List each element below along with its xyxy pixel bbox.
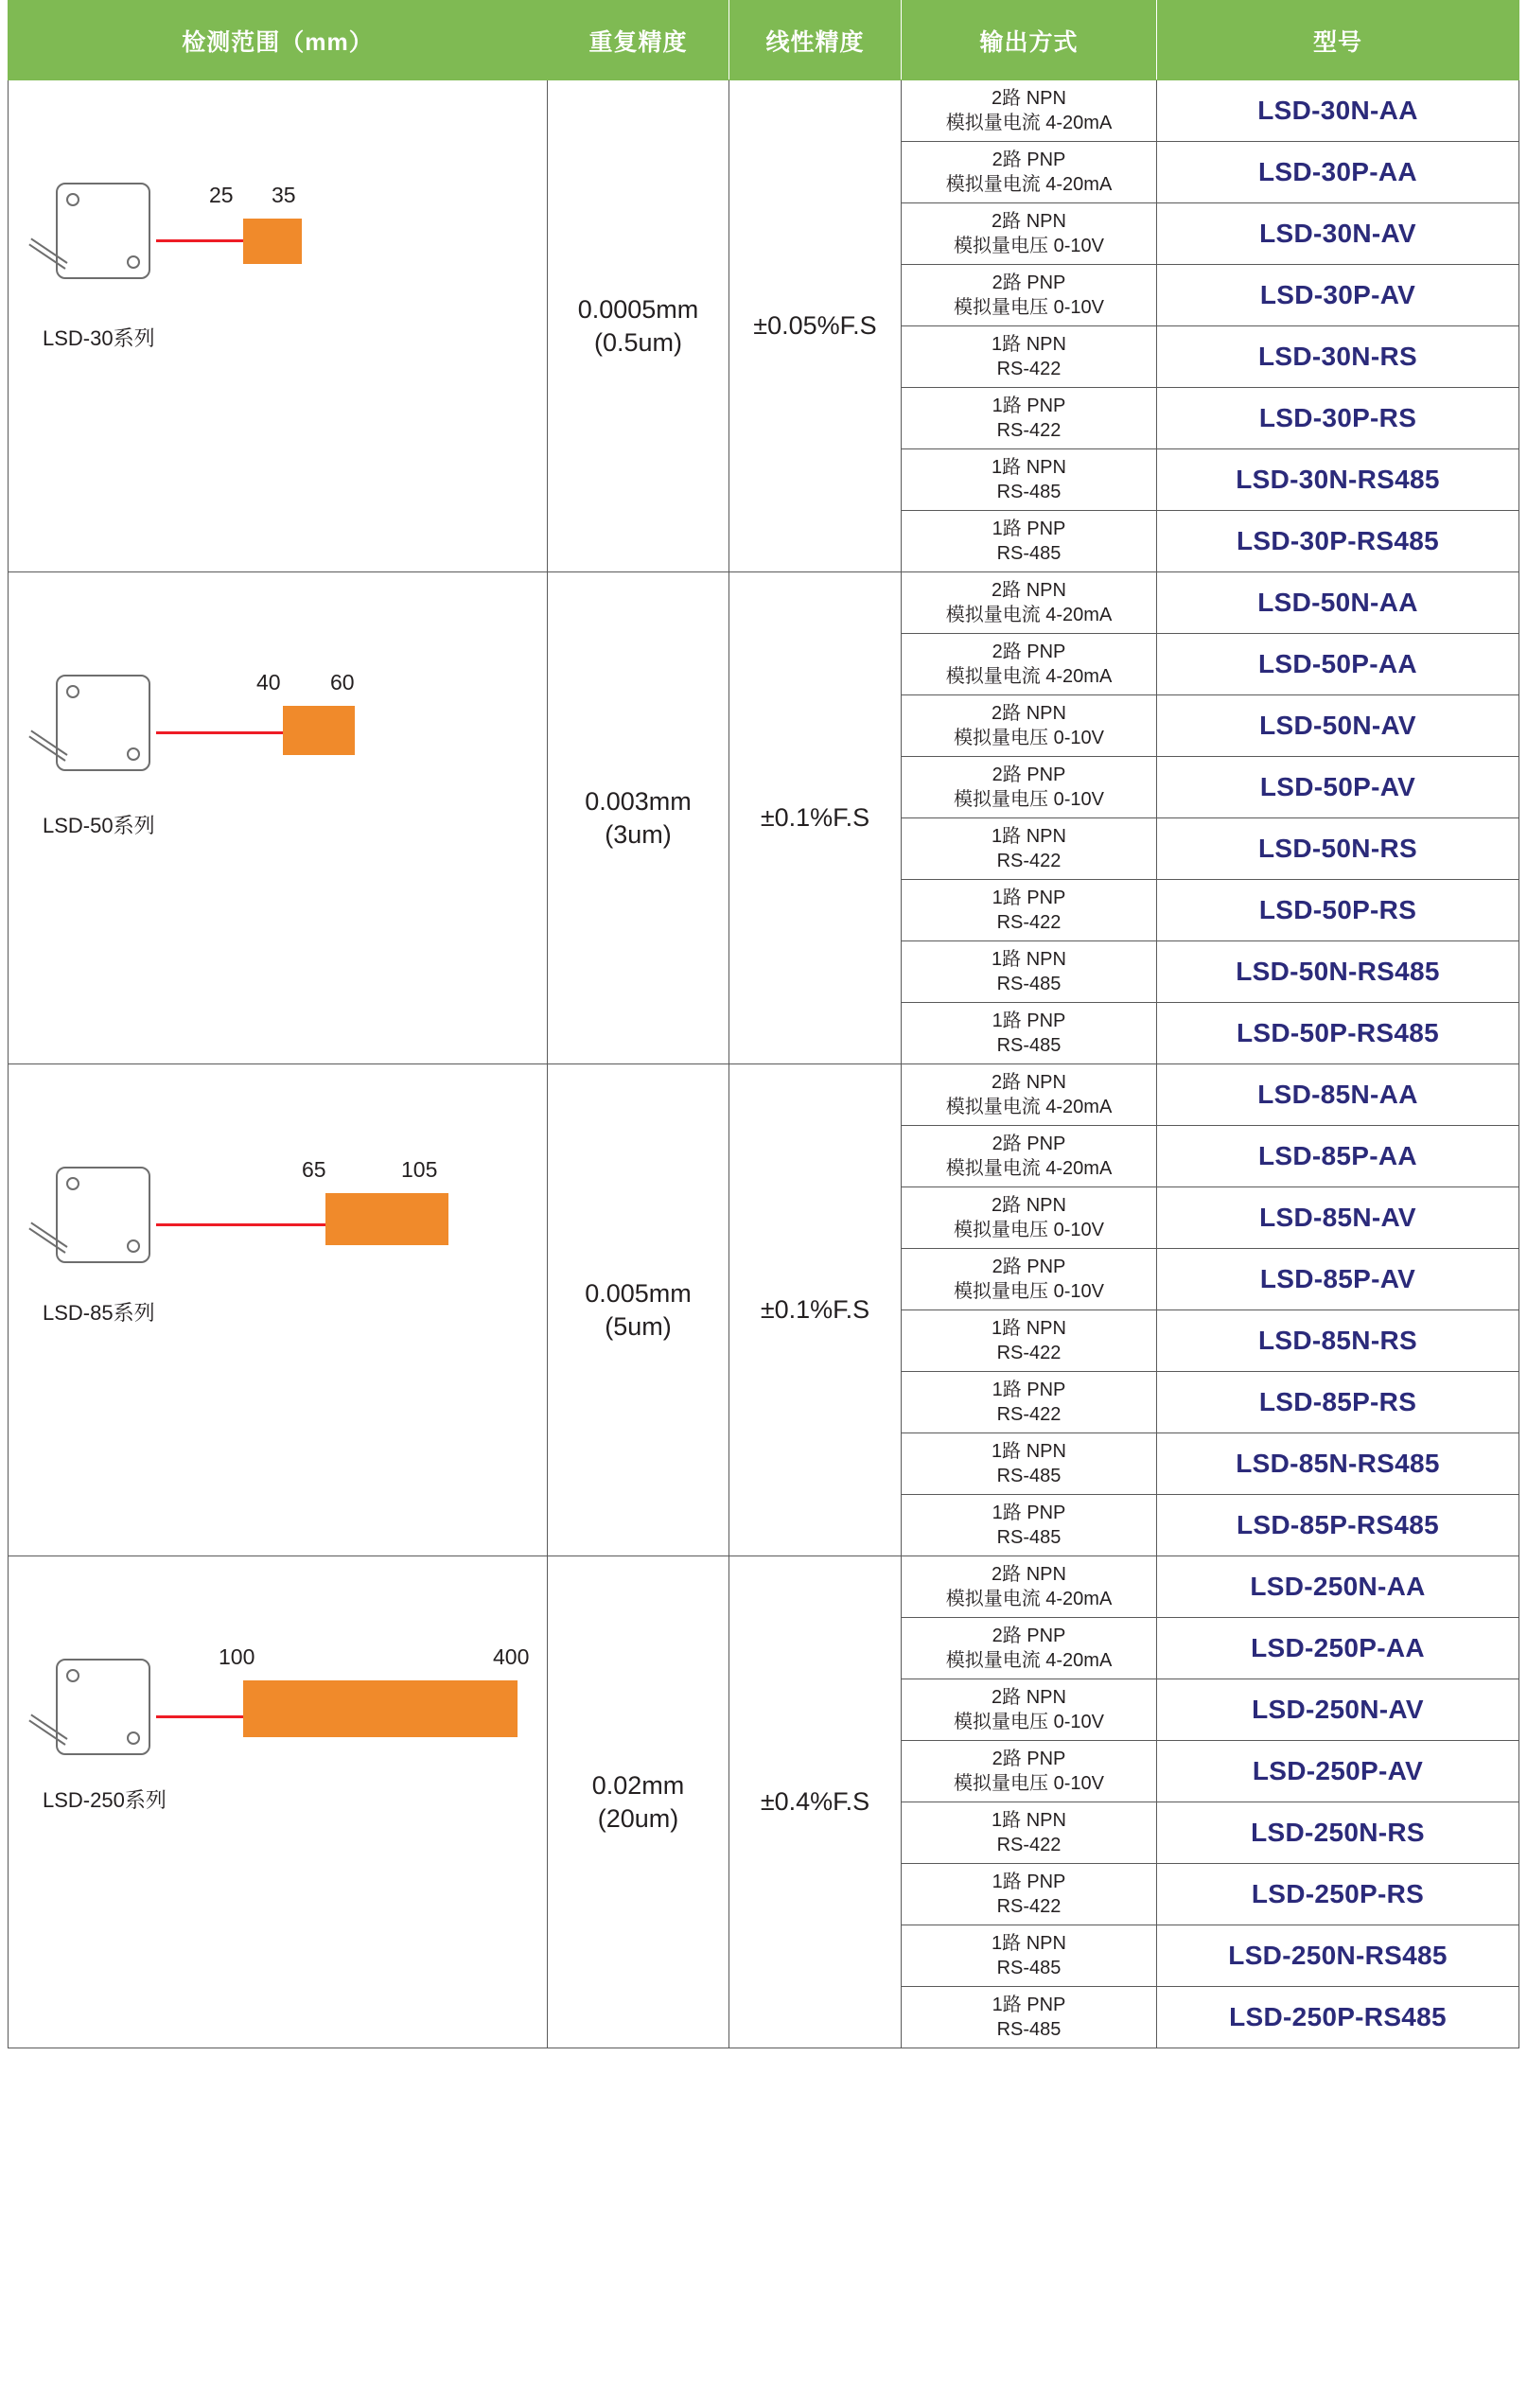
model-cell: LSD-250N-RS485 — [1157, 1925, 1519, 1987]
model-cell: LSD-250N-AA — [1157, 1556, 1519, 1618]
output-mode-signal: RS-422 — [996, 420, 1062, 441]
repeat-accuracy-value: 0.0005mm — [577, 294, 699, 324]
output-mode-type: 1路 NPN — [992, 1810, 1066, 1831]
model-cell: LSD-50N-RS — [1157, 818, 1519, 880]
repeat-accuracy-unit: (20um) — [597, 1803, 679, 1833]
output-mode-cell — [902, 326, 1157, 388]
output-mode-type: 1路 PNP — [992, 1380, 1066, 1400]
output-mode-signal: RS-485 — [996, 1466, 1062, 1486]
output-mode-signal: RS-485 — [996, 1958, 1062, 1978]
model-cell: LSD-85N-AA — [1157, 1064, 1519, 1126]
laser-beam — [156, 731, 283, 734]
table-header — [9, 1, 1519, 80]
range-diagram — [9, 588, 547, 1049]
header-model: 型号 — [1157, 1, 1519, 80]
series-label: LSD-85系列 — [43, 1300, 155, 1325]
range-bar — [283, 706, 355, 755]
model-cell: LSD-50P-AV — [1157, 757, 1519, 818]
range-max-label: 400 — [493, 1643, 530, 1669]
range-min-label: 100 — [219, 1643, 255, 1669]
output-mode-signal: RS-422 — [996, 1404, 1062, 1425]
output-mode-type: 2路 PNP — [992, 765, 1066, 785]
output-mode-signal: RS-485 — [996, 1035, 1062, 1056]
output-mode-signal: RS-422 — [996, 851, 1062, 871]
range-diagram — [9, 1080, 547, 1541]
model-cell: LSD-30P-RS — [1157, 388, 1519, 449]
output-mode-type: 2路 PNP — [992, 149, 1066, 170]
output-mode-signal: 模拟量电压 0-10V — [954, 1220, 1104, 1240]
output-mode-signal: 模拟量电压 0-10V — [954, 728, 1104, 748]
range-max-label: 105 — [401, 1156, 438, 1182]
output-mode-cell — [902, 1925, 1157, 1987]
output-mode-signal: RS-422 — [996, 1343, 1062, 1363]
output-mode-signal: 模拟量电流 4-20mA — [945, 1589, 1113, 1609]
sensor-icon — [44, 1167, 156, 1280]
output-mode-type: 2路 NPN — [992, 1564, 1066, 1585]
range-max-label: 35 — [272, 182, 296, 207]
model-cell: LSD-30N-RS485 — [1157, 449, 1519, 511]
output-mode-type: 2路 NPN — [992, 1072, 1066, 1093]
repeat-accuracy-cell — [548, 80, 729, 572]
output-mode-type: 1路 NPN — [992, 949, 1066, 970]
repeat-accuracy-unit: (3um) — [605, 819, 672, 849]
header-row — [9, 1, 1519, 80]
output-mode-cell — [902, 388, 1157, 449]
output-mode-type: 1路 PNP — [992, 519, 1066, 539]
linear-accuracy-cell: ±0.4%F.S — [729, 1556, 902, 2048]
sensor-icon — [44, 675, 156, 788]
output-mode-cell — [902, 1741, 1157, 1802]
output-mode-cell — [902, 1003, 1157, 1064]
model-cell: LSD-30P-AA — [1157, 142, 1519, 203]
model-cell: LSD-50P-RS — [1157, 880, 1519, 941]
range-min-label: 40 — [256, 669, 281, 694]
range-diagram — [9, 1572, 547, 2033]
repeat-accuracy-cell — [548, 1556, 729, 2048]
output-mode-signal: 模拟量电压 0-10V — [954, 1712, 1104, 1732]
output-mode-cell — [902, 1249, 1157, 1310]
output-mode-cell — [902, 1618, 1157, 1679]
header-linear-accuracy: 线性精度 — [729, 1, 902, 80]
range-min-label: 65 — [302, 1156, 326, 1182]
output-mode-type: 1路 NPN — [992, 1318, 1066, 1339]
output-mode-type: 1路 NPN — [992, 826, 1066, 847]
output-mode-cell — [902, 203, 1157, 265]
laser-beam — [156, 1715, 243, 1718]
range-bar — [243, 1680, 518, 1737]
model-cell: LSD-250P-AA — [1157, 1618, 1519, 1679]
output-mode-type: 1路 NPN — [992, 1933, 1066, 1954]
model-cell: LSD-50N-RS485 — [1157, 941, 1519, 1003]
output-mode-type: 2路 PNP — [992, 1257, 1066, 1277]
model-cell: LSD-30P-RS485 — [1157, 511, 1519, 572]
series-label: LSD-30系列 — [43, 325, 155, 350]
output-mode-cell — [902, 1987, 1157, 2048]
output-mode-signal: RS-485 — [996, 1527, 1062, 1548]
model-cell: LSD-85N-RS — [1157, 1310, 1519, 1372]
output-mode-cell — [902, 80, 1157, 142]
output-mode-signal: RS-422 — [996, 359, 1062, 379]
output-mode-type: 1路 NPN — [992, 334, 1066, 355]
header-output-mode: 输出方式 — [902, 1, 1157, 80]
linear-accuracy-cell: ±0.05%F.S — [729, 80, 902, 572]
output-mode-cell — [902, 1064, 1157, 1126]
model-cell: LSD-85P-AV — [1157, 1249, 1519, 1310]
repeat-accuracy-value: 0.02mm — [591, 1770, 685, 1800]
output-mode-signal: 模拟量电压 0-10V — [954, 789, 1104, 810]
model-cell: LSD-250P-RS485 — [1157, 1987, 1519, 2048]
model-cell: LSD-250N-AV — [1157, 1679, 1519, 1741]
output-mode-signal: 模拟量电流 4-20mA — [945, 1650, 1113, 1671]
output-mode-type: 2路 NPN — [992, 580, 1066, 601]
output-mode-type: 1路 PNP — [992, 1503, 1066, 1523]
model-cell: LSD-250P-RS — [1157, 1864, 1519, 1925]
output-mode-type: 2路 NPN — [992, 211, 1066, 232]
laser-beam — [156, 1223, 325, 1226]
sensor-icon — [44, 183, 156, 296]
specification-table — [8, 0, 1519, 2048]
output-mode-cell — [902, 1864, 1157, 1925]
table-row — [9, 1556, 1519, 1618]
output-mode-signal: RS-485 — [996, 974, 1062, 994]
table-row — [9, 80, 1519, 142]
output-mode-cell — [902, 941, 1157, 1003]
model-cell: LSD-50N-AV — [1157, 695, 1519, 757]
output-mode-signal: 模拟量电压 0-10V — [954, 1281, 1104, 1302]
model-cell: LSD-50P-RS485 — [1157, 1003, 1519, 1064]
range-bar — [325, 1193, 448, 1245]
repeat-accuracy-value: 0.005mm — [585, 1278, 692, 1308]
output-mode-signal: RS-422 — [996, 1835, 1062, 1855]
output-mode-type: 2路 NPN — [992, 703, 1066, 724]
output-mode-type: 2路 PNP — [992, 1749, 1066, 1769]
table-row — [9, 1064, 1519, 1126]
header-detection-range: 检测范围（mm） — [9, 1, 548, 80]
output-mode-type: 2路 PNP — [992, 272, 1066, 293]
model-cell: LSD-85N-AV — [1157, 1187, 1519, 1249]
output-mode-cell — [902, 1495, 1157, 1556]
output-mode-cell — [902, 449, 1157, 511]
output-mode-cell — [902, 1556, 1157, 1618]
output-mode-type: 2路 NPN — [992, 88, 1066, 109]
output-mode-type: 2路 NPN — [992, 1195, 1066, 1216]
linear-accuracy-cell: ±0.1%F.S — [729, 1064, 902, 1556]
output-mode-cell — [902, 572, 1157, 634]
table-body — [9, 80, 1519, 2048]
output-mode-cell — [902, 880, 1157, 941]
output-mode-signal: 模拟量电压 0-10V — [954, 1773, 1104, 1794]
output-mode-signal: 模拟量电流 4-20mA — [945, 113, 1113, 133]
output-mode-signal: 模拟量电流 4-20mA — [945, 1097, 1113, 1117]
output-mode-type: 1路 PNP — [992, 888, 1066, 908]
output-mode-cell — [902, 265, 1157, 326]
output-mode-cell — [902, 511, 1157, 572]
model-cell: LSD-30N-RS — [1157, 326, 1519, 388]
repeat-accuracy-unit: (5um) — [605, 1311, 672, 1341]
detection-range-cell — [9, 1064, 548, 1556]
laser-beam — [156, 239, 243, 242]
output-mode-type: 2路 PNP — [992, 1626, 1066, 1646]
output-mode-type: 2路 PNP — [992, 642, 1066, 662]
output-mode-signal: 模拟量电压 0-10V — [954, 297, 1104, 318]
linear-accuracy-cell: ±0.1%F.S — [729, 572, 902, 1064]
output-mode-signal: RS-422 — [996, 912, 1062, 933]
detection-range-cell — [9, 80, 548, 572]
output-mode-cell — [902, 634, 1157, 695]
range-max-label: 60 — [330, 669, 355, 694]
output-mode-signal: RS-485 — [996, 482, 1062, 502]
output-mode-cell — [902, 142, 1157, 203]
output-mode-signal: 模拟量电流 4-20mA — [945, 1158, 1113, 1179]
output-mode-cell — [902, 695, 1157, 757]
output-mode-cell — [902, 1802, 1157, 1864]
output-mode-type: 1路 PNP — [992, 1995, 1066, 2015]
repeat-accuracy-value: 0.003mm — [585, 786, 692, 816]
output-mode-type: 2路 PNP — [992, 1134, 1066, 1154]
model-cell: LSD-50N-AA — [1157, 572, 1519, 634]
series-label: LSD-250系列 — [43, 1787, 167, 1812]
model-cell: LSD-30N-AA — [1157, 80, 1519, 142]
model-cell: LSD-85P-AA — [1157, 1126, 1519, 1187]
output-mode-cell — [902, 1679, 1157, 1741]
output-mode-cell — [902, 1433, 1157, 1495]
model-cell: LSD-85P-RS — [1157, 1372, 1519, 1433]
sensor-icon — [44, 1659, 156, 1772]
table-row — [9, 572, 1519, 634]
range-diagram — [9, 96, 547, 557]
output-mode-signal: 模拟量电流 4-20mA — [945, 666, 1113, 687]
model-cell: LSD-85P-RS485 — [1157, 1495, 1519, 1556]
output-mode-type: 1路 PNP — [992, 395, 1066, 416]
model-cell: LSD-250N-RS — [1157, 1802, 1519, 1864]
range-min-label: 25 — [209, 182, 234, 207]
output-mode-signal: RS-422 — [996, 1896, 1062, 1917]
series-label: LSD-50系列 — [43, 813, 155, 837]
repeat-accuracy-cell — [548, 1064, 729, 1556]
output-mode-cell — [902, 818, 1157, 880]
output-mode-cell — [902, 1310, 1157, 1372]
model-cell: LSD-250P-AV — [1157, 1741, 1519, 1802]
output-mode-cell — [902, 1372, 1157, 1433]
output-mode-signal: RS-485 — [996, 2019, 1062, 2040]
output-mode-type: 2路 NPN — [992, 1687, 1066, 1708]
output-mode-type: 1路 PNP — [992, 1872, 1066, 1892]
output-mode-type: 1路 NPN — [992, 1441, 1066, 1462]
output-mode-signal: 模拟量电流 4-20mA — [945, 174, 1113, 195]
detection-range-cell — [9, 572, 548, 1064]
output-mode-type: 1路 NPN — [992, 457, 1066, 478]
output-mode-type: 1路 PNP — [992, 1011, 1066, 1031]
repeat-accuracy-cell — [548, 572, 729, 1064]
detection-range-cell — [9, 1556, 548, 2048]
output-mode-signal: 模拟量电流 4-20mA — [945, 605, 1113, 625]
repeat-accuracy-unit: (0.5um) — [593, 327, 683, 357]
output-mode-cell — [902, 1126, 1157, 1187]
output-mode-cell — [902, 1187, 1157, 1249]
model-cell: LSD-30N-AV — [1157, 203, 1519, 265]
range-bar — [243, 219, 302, 264]
model-cell: LSD-85N-RS485 — [1157, 1433, 1519, 1495]
model-cell: LSD-30P-AV — [1157, 265, 1519, 326]
model-cell: LSD-50P-AA — [1157, 634, 1519, 695]
output-mode-signal: RS-485 — [996, 543, 1062, 564]
output-mode-signal: 模拟量电压 0-10V — [954, 236, 1104, 256]
output-mode-cell — [902, 757, 1157, 818]
header-repeat-accuracy: 重复精度 — [548, 1, 729, 80]
